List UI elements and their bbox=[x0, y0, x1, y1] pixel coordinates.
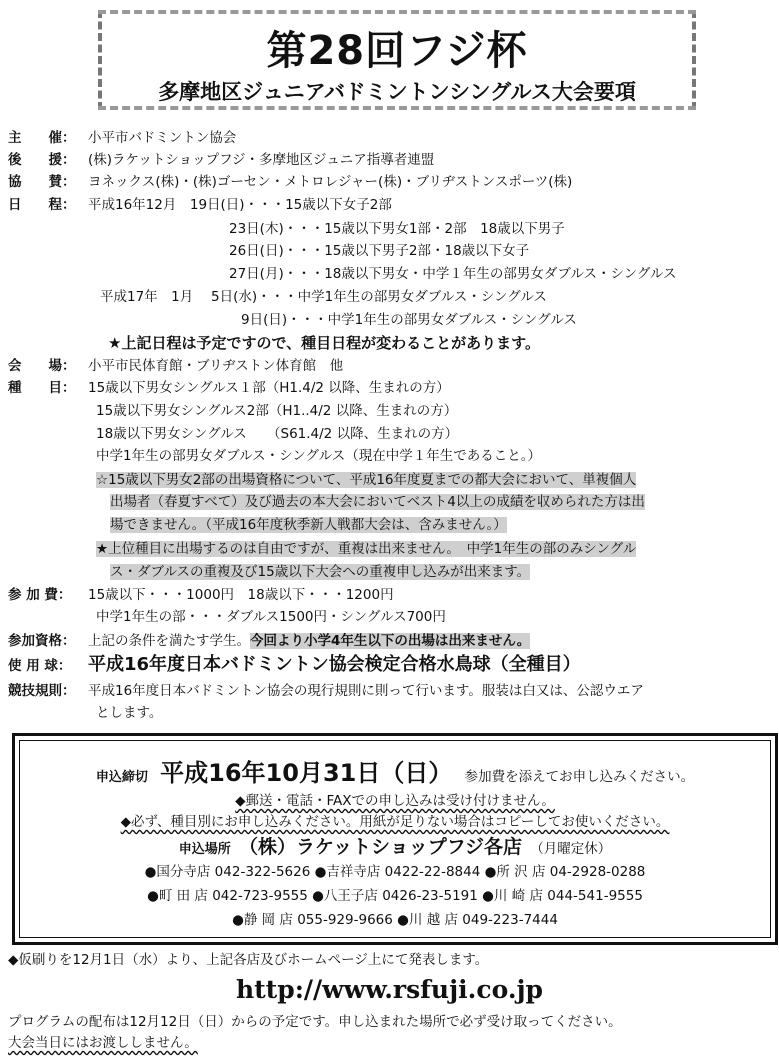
schedule-line: 平成16年12月 19日(日)・・・15歳以下女子2部 bbox=[88, 197, 392, 213]
qualification-row bbox=[8, 631, 530, 651]
rules-line: 平成16年度日本バドミントン協会の現行規則に則って行います。服装は白又は、公認ウエア bbox=[88, 683, 644, 699]
venue-row bbox=[8, 356, 343, 376]
place-note: （月曜定休） bbox=[530, 841, 612, 857]
ball-row bbox=[8, 655, 581, 676]
program-notice: プログラムの配布は12月12日（日）からの予定です。申し込まれた場所で必ず受け取ってください。 bbox=[8, 1014, 622, 1030]
note-line: 場できません。（平成16年度秋季新人戦都大会は、含みません。） bbox=[110, 517, 507, 533]
host-row bbox=[8, 128, 236, 148]
support-value: (株)ラケットショップフジ・多摩地区ジュニア指導者連盟 bbox=[88, 152, 435, 168]
deadline-line bbox=[20, 759, 770, 792]
note-line: ★上位種目に出場するのは自由ですが、重複は出来ません。 中学1年生の部のみシングル bbox=[96, 541, 637, 557]
page-title: 第28回フジ杯 bbox=[266, 28, 528, 74]
venue-label: 会 場： bbox=[8, 358, 76, 374]
website-url[interactable]: http://www.rsfuji.co.jp bbox=[235, 975, 544, 1004]
fee-line: 中学1年生の部・・・ダブルス1500円・シングルス700円 bbox=[96, 609, 446, 625]
place-line bbox=[20, 835, 770, 862]
fee-label: 参 加 費： bbox=[8, 587, 72, 603]
rules-label: 競技規則： bbox=[8, 683, 76, 699]
events-note1 bbox=[110, 515, 507, 535]
event-line: 中学1年生の部男女ダブルス・シングルス（現在中学１年生であること。） bbox=[96, 448, 541, 464]
deadline-value: 平成16年10月31日（日） bbox=[160, 759, 453, 787]
deadline-note: 参加費を添えてお申し込みください。 bbox=[464, 769, 695, 785]
deadline-label: 申込締切 bbox=[95, 770, 148, 785]
notice-2: ◆必ず、種目別にお申し込みください。用紙が足りない場合はコピーしてお使いください。 bbox=[120, 814, 670, 830]
events-row bbox=[8, 378, 450, 398]
schedule-note: ★上記日程は予定ですので、種目日程が変わることがあります。 bbox=[108, 334, 540, 352]
note-line: ☆15歳以下男女2部の出場資格について、平成16年度夏までの都大会において、単複個人 bbox=[96, 472, 637, 488]
events-note2 bbox=[110, 562, 530, 582]
event-line: 15歳以下男女シングルス2部（H1..4/2 以降、生まれの方） bbox=[96, 403, 458, 419]
store-line: ●町 田 店 042-723-9555 ●八王子店 0426-23-5191 ●川 崎 店 044-541-9555 bbox=[147, 888, 643, 904]
entry-box bbox=[12, 733, 778, 945]
schedule-line: 23日(木)・・・15歳以下男女1部・2部 18歳以下男子 bbox=[229, 221, 565, 237]
schedule-line: 27日(月)・・・18歳以下男女・中学１年生の部男女ダブルス・シングルス bbox=[229, 266, 677, 282]
page-subtitle: 多摩地区ジュニアバドミントンシングルス大会要項 bbox=[158, 80, 636, 104]
sponsor-row bbox=[8, 172, 572, 192]
support-label: 後 援： bbox=[8, 152, 76, 168]
store-line: ●静 岡 店 055-929-9666 ●川 越 店 049-223-7444 bbox=[232, 912, 558, 928]
events-note2 bbox=[96, 539, 636, 559]
program-notice-2-text: 大会当日にはお渡ししません。 bbox=[8, 1035, 198, 1051]
event-line: 15歳以下男女シングルス１部（H1.4/2 以降、生まれの方） bbox=[88, 380, 450, 396]
notice-line bbox=[20, 791, 770, 811]
title-frame bbox=[98, 10, 696, 110]
rules-row bbox=[8, 681, 644, 701]
place-label: 申込場所 bbox=[178, 842, 231, 857]
schedule-row bbox=[8, 195, 392, 215]
fee-line: 15歳以下・・・1000円 18歳以下・・・1200円 bbox=[88, 587, 394, 603]
host-value: 小平市バドミントン協会 bbox=[88, 130, 237, 146]
program-notice-2 bbox=[8, 1033, 198, 1053]
rules-line: とします。 bbox=[96, 705, 163, 721]
ball-label: 使 用 球： bbox=[8, 658, 72, 674]
place-value: （株）ラケットショップフジ各店 bbox=[239, 836, 522, 858]
qualification-bold: 今回より小学4年生以下の出場は出来ません。 bbox=[250, 633, 531, 649]
event-line: 18歳以下男女シングルス （S61.4/2 以降、生まれの方） bbox=[96, 426, 459, 442]
sponsor-label: 協 賛： bbox=[8, 174, 76, 190]
support-row bbox=[8, 150, 434, 170]
notice-line bbox=[20, 812, 770, 832]
qualification-value: 上記の条件を満たす学生。 bbox=[88, 633, 250, 649]
entry-box-inner bbox=[19, 740, 771, 938]
events-note1 bbox=[110, 492, 645, 512]
fee-row bbox=[8, 585, 394, 605]
host-label: 主 催： bbox=[8, 130, 76, 146]
draw-notice: ◆仮刷りを12月1日（水）より、上記各店及びホームページ上にて発表します。 bbox=[8, 952, 489, 968]
ball-value: 平成16年度日本バドミントン協会検定合格水鳥球（全種目） bbox=[88, 654, 581, 675]
notice-1: ◆郵送・電話・FAXでの申し込みは受け付けません。 bbox=[235, 793, 555, 809]
schedule-line: 26日(日)・・・15歳以下男子2部・18歳以下女子 bbox=[229, 243, 530, 259]
events-label: 種 目： bbox=[8, 380, 76, 396]
schedule-line: 平成17年 1月 5日(水)・・・中学1年生の部男女ダブルス・シングルス bbox=[100, 289, 547, 305]
schedule-label: 日 程： bbox=[8, 197, 76, 213]
venue-value: 小平市民体育館・ブリヂストン体育館 他 bbox=[88, 358, 344, 374]
note-line: ス・ダブルスの重複及び15歳以下大会への重複申し込みが出来ます。 bbox=[110, 564, 531, 580]
qualification-label: 参加資格： bbox=[8, 633, 76, 649]
sponsor-value: ヨネックス(株)・(株)ゴーセン・メトロレジャー(株)・ブリヂストンスポーツ(株) bbox=[88, 174, 573, 190]
store-line: ●国分寺店 042-322-5626 ●吉祥寺店 0422-22-8844 ●所 沢 店 04-2928-0288 bbox=[144, 864, 646, 880]
note-line: 出場者（春夏すべて）及び過去の本大会においてベスト4以上の成績を収められた方は出 bbox=[110, 494, 645, 510]
schedule-line: 9日(日)・・・中学1年生の部男女ダブルス・シングルス bbox=[241, 312, 577, 328]
events-note1 bbox=[96, 470, 636, 490]
